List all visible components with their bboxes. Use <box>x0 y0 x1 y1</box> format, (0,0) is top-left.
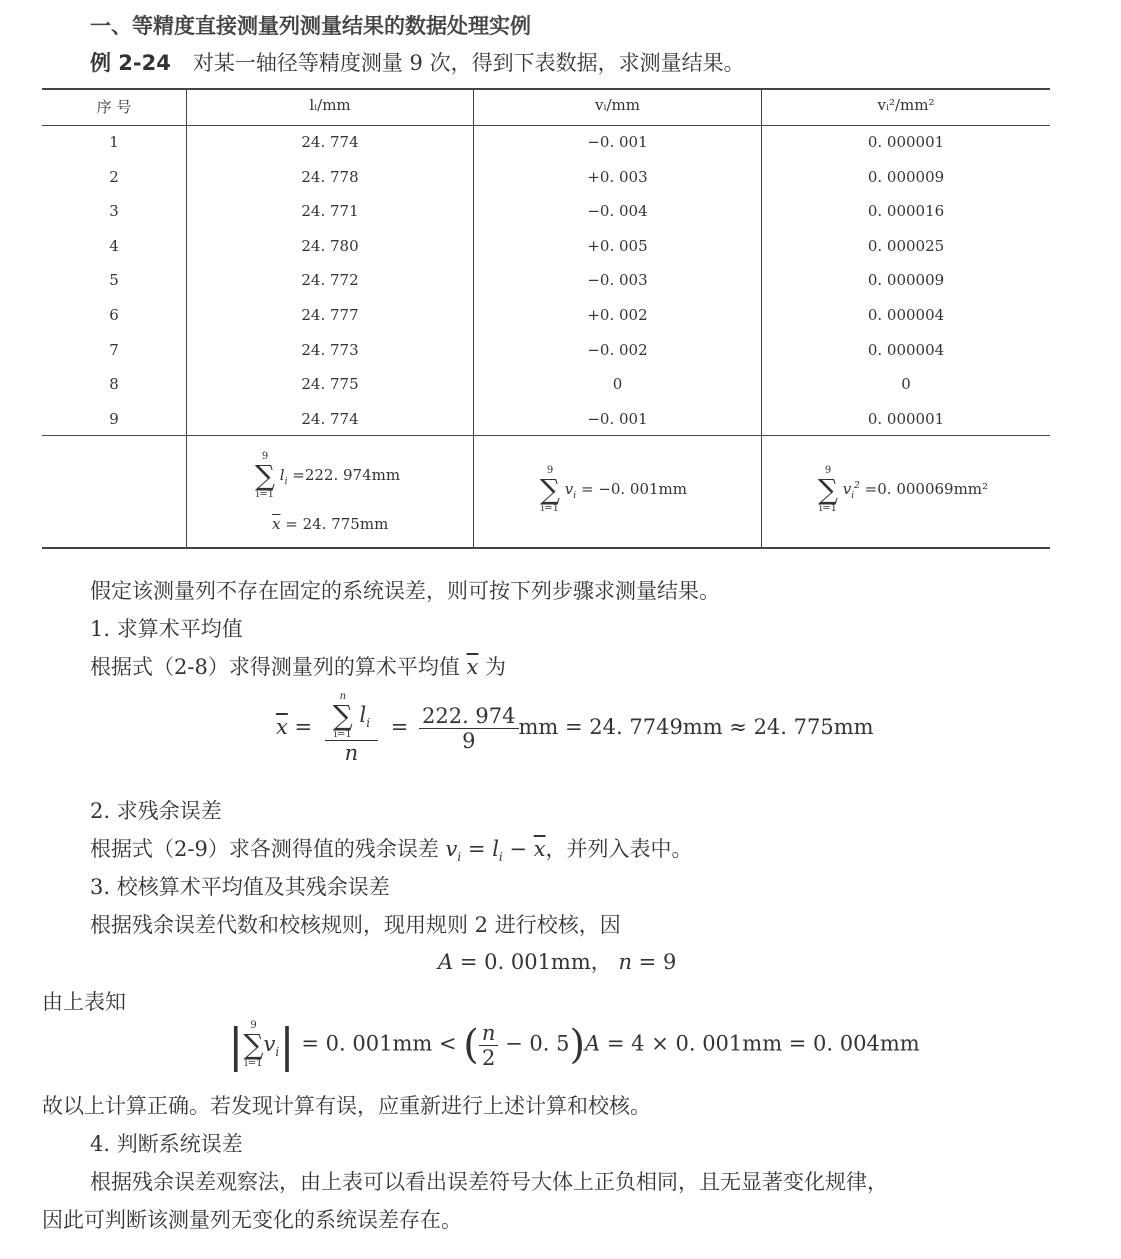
table-cell-row-l: 24. 772 <box>301 271 359 290</box>
table-cell-row-v2: 0. 000016 <box>867 202 945 221</box>
sum-v2: 9 ∑ i=1 $v_i^2 =0$. 000069mm² <box>818 465 989 514</box>
eq1-denominator: 9 <box>462 729 476 753</box>
table-cell-row-v2: 0. 000001 <box>867 133 945 151</box>
table-cell-row-l: 24. 777 <box>301 306 359 324</box>
eq2-a: = 0. 001mm， <box>459 950 612 974</box>
equation-check: | 9 ∑ i=1 $v_i| = 0$. 001mm < ( $\frac{n}{2}$ − 0. 5)A = 4 × 0. 001mm = 0. 004mm <box>228 1018 920 1072</box>
table-cell-row-index: 7 <box>109 340 119 359</box>
step-2-heading: 2. 求残余误差 <box>90 799 222 823</box>
table-cell-row-v: −0. 003 <box>587 271 648 290</box>
paragraph-correct: 故以上计算正确。若发现计算有误，应重新进行上述计算和校核。 <box>42 1094 651 1118</box>
eq1-numerator: 222. 974 <box>419 704 519 729</box>
eq2-n: = 9 <box>638 950 677 974</box>
table-cell-row-index: 3 <box>109 202 119 221</box>
table-cell-row-v2: 0. 000025 <box>867 236 945 255</box>
paragraph-mean: 根据式（2-8）求得测量列的算术平均值 $\overline{x}$ 为 <box>90 655 507 679</box>
mean-x-value: = 24. 775mm <box>285 515 389 533</box>
table-cell-row-v: −0. 002 <box>587 340 648 359</box>
table-cell-row-v2: 0. 000004 <box>867 306 945 324</box>
table-cell-row-index: 4 <box>109 236 119 255</box>
header-l: lᵢ/mm <box>309 96 351 114</box>
sum-v-value: = −0. 001mm <box>580 480 687 498</box>
header-index: 序 号 <box>96 98 132 116</box>
table-cell-row-v: +0. 005 <box>587 236 648 255</box>
table-cell-row-v: 0 <box>612 375 623 394</box>
table-cell-row-v2: 0. 000009 <box>867 167 945 186</box>
table-cell-row-index: 1 <box>109 133 119 151</box>
table-cell-row-l: 24. 773 <box>301 340 359 359</box>
mean-x: $\overline{x} = 24$. 775mm <box>272 515 389 533</box>
table-cell-row-l: 24. 775 <box>301 375 359 394</box>
eq3-c: = 4 × 0. 001mm = 0. 004mm <box>606 1031 920 1056</box>
step-4-heading: 4. 判断系统误差 <box>90 1132 243 1156</box>
table-cell-row-index: 9 <box>109 409 119 428</box>
table-cell-row-v2: 0 <box>901 375 911 394</box>
table-cell-row-l: 24. 774 <box>301 409 359 428</box>
step-3-heading: 3. 校核算术平均值及其残余误差 <box>90 875 390 899</box>
table-cell-row-l: 24. 771 <box>301 202 359 221</box>
equation-mean: $\overline{x}$ = n ∑ i=1 $l_i$ n = $\frac{222. 974}{9}$ mm = 24. 7749mm ≈ 24. 775mm <box>276 691 874 765</box>
table-cell-row-v2: 0. 000009 <box>867 271 945 290</box>
table-cell-row-index: 8 <box>109 375 119 394</box>
paragraph-judge-1: 根据残余误差观察法，由上表可以看出误差符号大体上正负相同，且无显著变化规律， <box>90 1170 888 1194</box>
sum-v: 9 ∑ i=1 $v_i = -0$. 001mm <box>540 465 687 514</box>
table-cell-row-v: −0. 001 <box>587 409 648 428</box>
table-cell-row-v: −0. 001 <box>587 133 648 151</box>
paragraph-from-table: 由上表知 <box>42 990 126 1014</box>
sum-l-value: =222. 974mm <box>292 466 401 484</box>
paragraph-residual-b: ，并列入表中。 <box>545 837 693 861</box>
paragraph-judge-2: 因此可判断该测量列无变化的系统误差存在。 <box>42 1208 462 1232</box>
table-cell-row-index: 5 <box>109 271 119 290</box>
table-cell-row-v: +0. 003 <box>587 167 648 186</box>
paragraph-assumption: 假定该测量列不存在固定的系统误差，则可按下列步骤求测量结果。 <box>90 579 720 603</box>
example-label: 例 2-24 <box>90 51 171 75</box>
eq3-b: − 0. 5 <box>505 1031 570 1056</box>
table-cell-row-l: 24. 774 <box>301 133 359 151</box>
eq1-tail: mm = 24. 7749mm ≈ 24. 775mm <box>518 715 874 739</box>
sum-v2-value: =0. 000069mm² <box>864 480 989 498</box>
table-cell-row-v2: 0. 000001 <box>867 409 945 428</box>
paragraph-check: 根据残余误差代数和校核规则，现用规则 2 进行校核，因 <box>90 913 621 937</box>
header-v2: vᵢ²/mm² <box>877 96 935 114</box>
paragraph-residual-a: 根据式（2-9）求各测得值的残余误差 <box>90 837 439 861</box>
equation-a-n: A = 0. 001mm， n = 9 <box>438 950 677 974</box>
example-text: 对某一轴径等精度测量 9 次，得到下表数据，求测量结果。 <box>192 51 745 75</box>
paragraph-mean-a: 根据式（2-8）求得测量列的算术平均值 <box>90 655 460 679</box>
sum-l: 9 ∑ i=1 $l_i =222$. 974mm <box>255 451 401 500</box>
table-cell-row-l: 24. 778 <box>301 167 359 186</box>
table-cell-row-v: −0. 004 <box>587 202 648 221</box>
table-cell-row-v2: 0. 000004 <box>867 340 945 359</box>
step-1-heading: 1. 求算术平均值 <box>90 617 243 641</box>
header-v: vᵢ/mm <box>595 96 640 114</box>
table-cell-row-v: +0. 002 <box>587 306 648 324</box>
table-cell-row-index: 6 <box>109 306 119 324</box>
table-cell-row-l: 24. 780 <box>301 236 359 255</box>
paragraph-mean-b: 为 <box>485 655 507 679</box>
table-cell-row-index: 2 <box>109 167 119 186</box>
paragraph-residual: 根据式（2-9）求各测得值的残余误差 $v_i = l_i - \overline{x}$，并列入表中。 <box>90 837 693 865</box>
section-title: 一、等精度直接测量列测量结果的数据处理实例 <box>90 14 531 38</box>
data-table <box>0 0 1121 560</box>
eq3-a: = 0. 001mm < <box>301 1031 457 1056</box>
